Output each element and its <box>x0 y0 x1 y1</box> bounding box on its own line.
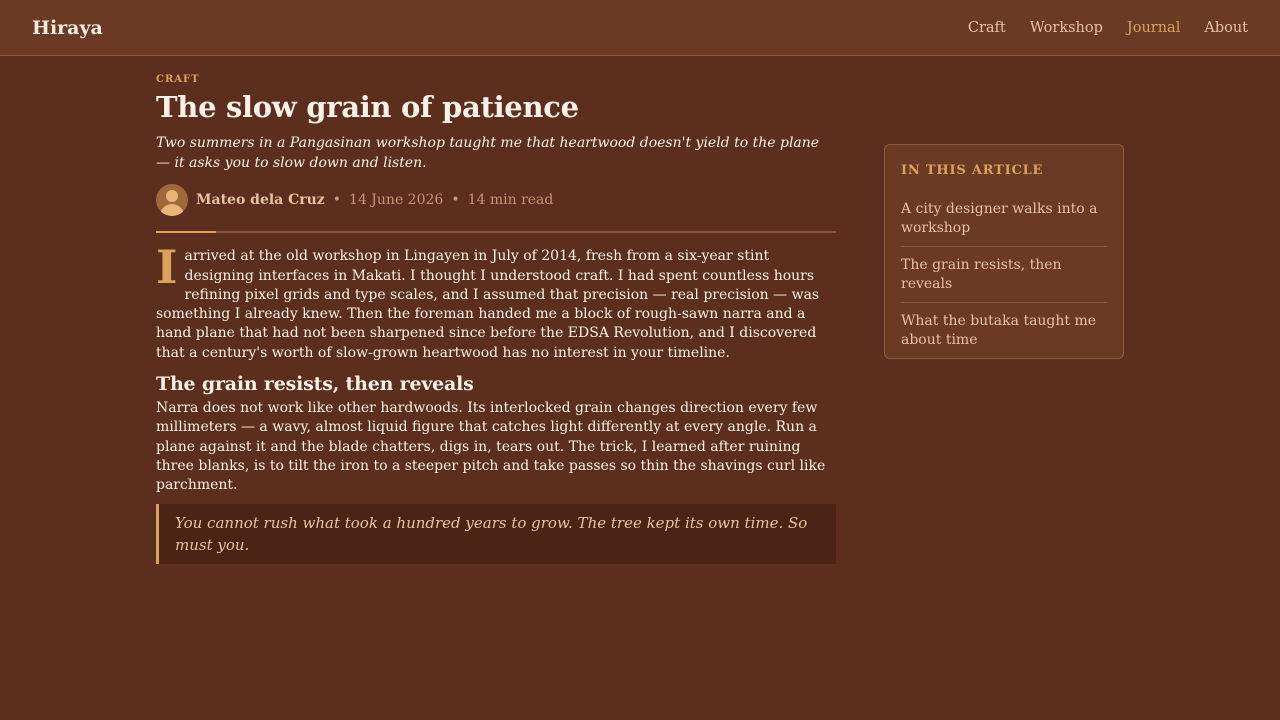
article-dek: Two summers in a Pangasinan workshop taught me that heartwood doesn't yield to the plane — it asks you to slow down and listen. <box>156 135 820 172</box>
byline <box>156 183 836 217</box>
nav-link-journal[interactable]: Journal <box>1126 19 1181 36</box>
toc-list <box>901 200 1107 350</box>
nav-link-workshop[interactable]: Workshop <box>1029 19 1103 36</box>
author-name[interactable]: Mateo dela Cruz <box>196 192 325 209</box>
article-title: The slow grain of patience <box>156 90 579 124</box>
reading-progress-bar <box>156 231 216 233</box>
read-time: 14 min read <box>467 192 554 209</box>
nav-link-craft[interactable]: Craft <box>967 19 1006 36</box>
byline-separator: • <box>332 192 342 209</box>
article-category[interactable]: CRAFT <box>156 74 200 85</box>
drop-cap: I <box>156 240 178 295</box>
section-heading: The grain resists, then reveals <box>156 373 474 396</box>
toc-item[interactable]: The grain resists, then reveals <box>901 256 1107 303</box>
pull-quote: You cannot rush what took a hundred years to grow. The tree kept its own time. So must you. <box>156 504 836 564</box>
main-nav <box>968 20 1248 36</box>
toc-item[interactable]: A city designer walks into a workshop <box>901 200 1107 247</box>
paragraph-text: arrived at the old workshop in Lingayen in July of 2014, fresh from a six-year stint designing interfaces in Makati. I thought I understood craft. I had spent countless hours refining pixel grids and type scales, and I assumed that precision — real precision — was something I already knew. Then the foreman handed me a block of rough-sawn narra and a hand plane that had not been sharpened since before the EDSA Revolution, and I discovered that a century's worth of slow-grown heartwood has no interest in your timeline. <box>156 248 820 361</box>
table-of-contents <box>884 144 1124 359</box>
toc-title: IN THIS ARTICLE <box>901 163 1044 178</box>
byline-separator: • <box>451 192 460 209</box>
brand-logo[interactable]: Hiraya <box>32 16 103 39</box>
top-nav-bar <box>0 0 1280 56</box>
article-paragraph <box>156 240 836 363</box>
nav-link-about[interactable]: About <box>1204 19 1248 36</box>
author-avatar[interactable] <box>156 184 188 216</box>
article <box>156 74 836 564</box>
toc-item[interactable]: What the butaka taught me about time <box>901 313 1097 348</box>
article-paragraph: Narra does not work like other hardwoods. Its interlocked grain changes direction every few millimeters — a wavy, almost liquid figure that catches light differently at every angle. Run a plane against it and the blade chatters, digs in, tears out. The trick, I learned after ruining three blanks, is to tilt the iron to a steeper pitch and take passes so thin the shavings curl like parchment. <box>156 400 826 494</box>
avatar-head-shape <box>166 190 178 202</box>
publish-date: 14 June 2026 <box>349 192 444 209</box>
reading-progress-track <box>156 231 836 233</box>
avatar-body-shape <box>160 204 184 216</box>
